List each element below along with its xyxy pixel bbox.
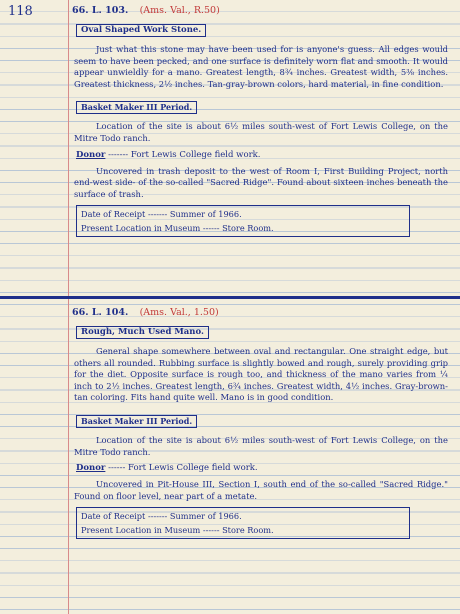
catalog-entry bbox=[72, 306, 450, 539]
museum-value: ------ Store Room. bbox=[202, 525, 274, 536]
site-location: Location of the site is about 6½ miles south-west of Fort Lewis College, on the Mitre Todo ranch. bbox=[74, 121, 448, 143]
artifact-description: Just what this stone may have been used for is anyone's guess. All edges would seem to have been pecked, and one surface is definitely worn flat and smooth. It would appear unwieldly for a mano. Greatest length, 8¾ inches. Greatest width, 5⅜ inches. Greatest thickness, 2½ inches. Tan-gray-brown colors, hard material, in fine condition. bbox=[74, 44, 448, 89]
receipt-label: Date of Receipt bbox=[81, 511, 146, 522]
donor-line bbox=[76, 463, 448, 474]
donor-label: Donor bbox=[76, 463, 106, 474]
catalog-entry bbox=[72, 4, 450, 237]
entry-header bbox=[72, 306, 450, 319]
receipt-row bbox=[81, 207, 405, 221]
entry-divider bbox=[0, 296, 460, 299]
donor-label: Donor bbox=[76, 149, 106, 160]
catalog-number: 66. L. 103. bbox=[72, 5, 129, 16]
donor-value: ------- Fort Lewis College field work. bbox=[108, 149, 261, 160]
artifact-title: Rough, Much Used Mano. bbox=[76, 326, 209, 339]
museum-value: ------ Store Room. bbox=[202, 223, 274, 234]
uncovered-notes: Uncovered in trash deposit to the west of Room I, First Building Project, north end-west side- of the so-called "Sacred Ridge". Found about sixteen inches beneath the surface of trash. bbox=[74, 165, 448, 199]
period-label: Basket Maker III Period. bbox=[76, 101, 197, 114]
page-number: 118 bbox=[8, 4, 33, 19]
donor-line bbox=[76, 150, 448, 161]
receipt-box bbox=[76, 205, 410, 237]
museum-row bbox=[81, 523, 405, 537]
margin-line bbox=[68, 0, 69, 614]
uncovered-notes: Uncovered in Pit-House III, Section I, south end of the so-called "Sacred Ridge." Found on floor level, near part of a metate. bbox=[74, 479, 448, 501]
artifact-description: General shape somewhere between oval and rectangular. One straight edge, but others all rounded. Rubbing surface is slightly bowed and rough, surely providing grip for the diet. Opposite surface is rough too, and thickness of the mano varies from ¼ inch to 2½ inches. Greatest length, 6¾ inches. Greatest width, 4½ inches. Gray-brown-tan coloring. Fits hand quite well. Mano is in good condition. bbox=[74, 346, 448, 403]
period-label: Basket Maker III Period. bbox=[76, 415, 197, 428]
receipt-label: Date of Receipt bbox=[81, 209, 146, 220]
receipt-box bbox=[76, 507, 410, 539]
museum-label: Present Location in Museum bbox=[81, 223, 201, 234]
entry-header bbox=[72, 4, 450, 17]
artifact-title: Oval Shaped Work Stone. bbox=[76, 24, 206, 37]
catalog-number: 66. L. 104. bbox=[72, 307, 129, 318]
museum-label: Present Location in Museum bbox=[81, 525, 201, 536]
appraised-value: (Ams. Val., R.50) bbox=[139, 5, 220, 16]
donor-value: ------ Fort Lewis College field work. bbox=[108, 463, 258, 474]
receipt-value: ------- Summer of 1966. bbox=[147, 511, 242, 522]
museum-row bbox=[81, 221, 405, 235]
receipt-value: ------- Summer of 1966. bbox=[147, 209, 242, 220]
receipt-row bbox=[81, 509, 405, 523]
site-location: Location of the site is about 6½ miles south-west of Fort Lewis College, on the Mitre Todo ranch. bbox=[74, 434, 448, 457]
appraised-value: (Ams. Val., 1.50) bbox=[139, 307, 219, 318]
